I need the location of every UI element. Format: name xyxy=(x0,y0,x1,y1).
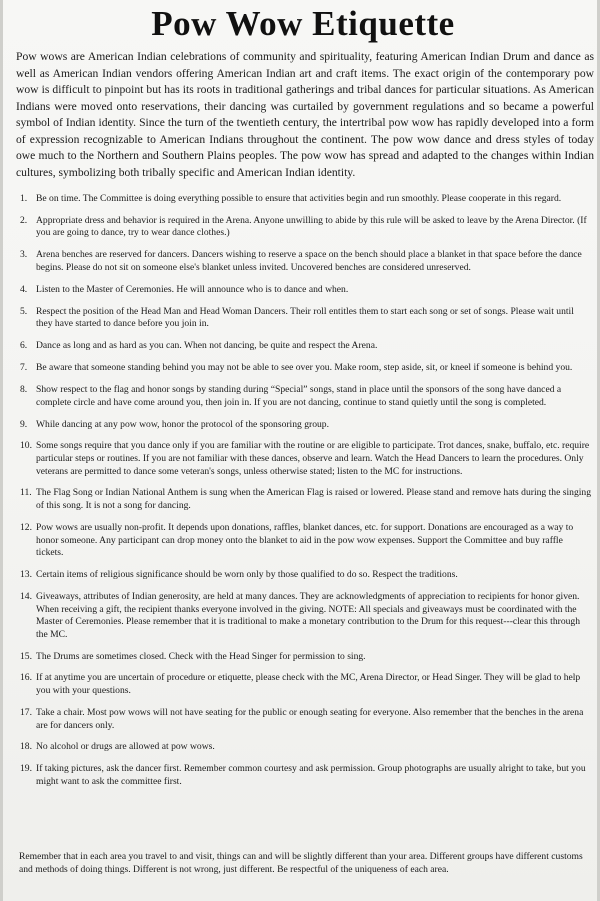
rule-number: 13. xyxy=(20,569,32,581)
rule-number: 2. xyxy=(20,214,28,226)
rules-list xyxy=(20,193,592,798)
rule-text: If taking pictures, ask the dancer first. Remember common courtesy and ask permission. Group photographs are usually alright to take, but you might want to ask the committee first. xyxy=(36,763,586,787)
rule-number: 19. xyxy=(20,763,32,775)
rule-number: 15. xyxy=(20,650,32,662)
rule-item xyxy=(20,440,592,478)
rule-item xyxy=(20,741,592,754)
rule-item xyxy=(20,384,592,409)
rule-text: Arena benches are reserved for dancers. Dancers wishing to reserve a space on the bench should place a blanket in that space before the dance begins. Please do not sit on someone else's blanket unless invited. Uncovered benches are considered unreserved. xyxy=(36,249,582,273)
rule-item xyxy=(20,707,592,732)
rule-item xyxy=(20,763,592,788)
rule-text: The Drums are sometimes closed. Check with the Head Singer for permission to sing. xyxy=(36,650,366,662)
rule-item xyxy=(20,249,592,274)
rule-item xyxy=(20,591,592,641)
rule-number: 11. xyxy=(20,487,32,499)
rule-item xyxy=(20,215,592,240)
rule-item xyxy=(20,362,592,375)
rule-number: 9. xyxy=(20,418,28,430)
rule-text: Respect the position of the Head Man and Head Woman Dancers. Their roll entitles them to start each song or set of songs. Please wait until they have started to dance before you join in. xyxy=(36,305,574,330)
closing-paragraph: Remember that in each area you travel to and visit, things can and will be slightly different than your area. Different groups have different customs and methods of doing things. Different is not wrong, just different. Be respectful of the uniqueness of each area. xyxy=(19,851,583,875)
rule-text: Be on time. The Committee is doing everything possible to ensure that activities begin and run smoothly. Please cooperate in this regard. xyxy=(36,193,562,204)
rule-text: Dance as long and as hard as you can. When not dancing, be quite and respect the Arena. xyxy=(36,340,378,352)
rule-text: No alcohol or drugs are allowed at pow wows. xyxy=(36,741,215,753)
rule-item xyxy=(20,569,592,582)
rule-number: 12. xyxy=(20,521,32,533)
rule-text: Pow wows are usually non-profit. It depends upon donations, raffles, blanket dances, etc. for support. Donations are encouraged as a way to honor someone. Any participant can drop money onto the blanket to aid in the pow wow expenses. Support the Committee and buy raffle tickets. xyxy=(36,521,574,559)
rule-text: The Flag Song or Indian National Anthem is sung when the American Flag is raised or lowered. Please stand and remove hats during the singing of this song. It is not a song for dancing. xyxy=(36,487,591,512)
rule-item xyxy=(20,651,592,664)
rule-number: 17. xyxy=(20,706,32,718)
rule-number: 5. xyxy=(20,305,28,317)
rule-text: Certain items of religious significance should be worn only by those qualified to do so. Respect the traditions. xyxy=(36,569,458,581)
rule-number: 6. xyxy=(20,340,28,352)
rule-number: 7. xyxy=(20,362,28,374)
rule-item xyxy=(20,672,592,697)
rule-text: Take a chair. Most pow wows will not have seating for the public or enough seating for everyone. Also remember that the benches in the arena are for dancers only. xyxy=(36,706,584,731)
rule-text: Show respect to the flag and honor songs by standing during “Special” songs, stand in place until the sponsors of the song have danced a complete circle and have come around you, then join in. If you are not dancing, continue to stand quietly until the song is completed. xyxy=(36,384,562,408)
rule-item xyxy=(20,284,592,297)
rule-number: 16. xyxy=(20,672,32,684)
intro-paragraph: Pow wows are American Indian celebrations of community and spirituality, featuring American Indian Drum and dance as well as American Indian vendors offering American Indian art and craft items. The exact origin of the contemporary pow wow is difficult to pinpoint but has its roots in traditional gatherings and tribal dances for particular situations. As American Indians were moved onto reservations, their dancing was curtailed by government regulations and so became a powerful symbol of Indian identity. Since the turn of the twentieth century, the intertribal pow wow has rapidly developed into a form of expression recognizable to American Indians throughout the continent. The pow wow dance and dress styles of today owe much to the Northern and Southern Plains peoples. The pow wow has spread and adapted to the changes within Indian cultures, symbolizing both tribally specific and American Indian identity. xyxy=(16,50,594,179)
rule-item xyxy=(20,306,592,331)
page-title: Pow Wow Etiquette xyxy=(151,4,455,43)
rule-item xyxy=(20,522,592,560)
rule-text: Listen to the Master of Ceremonies. He will announce who is to dance and when. xyxy=(36,283,349,295)
rule-text: Giveaways, attributes of Indian generosity, are held at many dances. They are acknowledgments of appreciation to recipients for honor given. When receiving a gift, the recipient thanks everyone involved in the giving. NOTE: All specials and giveaways must be coordinated with the Master of Ceremonies. Please remember that it is traditional to make a monetary contribution to the Drum for this request---clear this through the MC. xyxy=(36,590,581,640)
rule-text: While dancing at any pow wow, honor the protocol of the sponsoring group. xyxy=(36,418,329,430)
rule-number: 14. xyxy=(20,590,32,602)
rule-item xyxy=(20,193,592,206)
rule-number: 10. xyxy=(20,440,32,452)
rule-number: 8. xyxy=(20,384,28,396)
rule-number: 4. xyxy=(20,283,28,295)
rule-text: If at anytime you are uncertain of procedure or etiquette, please check with the MC, Arena Director, or Head Singer. They will be glad to help you with your questions. xyxy=(36,672,581,697)
rule-item xyxy=(20,419,592,432)
rule-item xyxy=(20,487,592,512)
rule-text: Appropriate dress and behavior is required in the Arena. Anyone unwilling to abide by this rule will be asked to leave by the Arena Director. (If you are going to dance, try to wear dance clothes.) xyxy=(36,214,587,239)
rule-item xyxy=(20,340,592,353)
rule-number: 3. xyxy=(20,249,28,261)
rule-number: 18. xyxy=(20,741,32,753)
rule-text: Be aware that someone standing behind you may not be able to see over you. Make room, step aside, sit, or kneel if someone is behind you. xyxy=(36,362,573,374)
rule-text: Some songs require that you dance only if you are familiar with the routine or are eligible to participate. Trot dances, snake, buffalo, etc. require particular steps or routines. If you are not familiar with these dances, observe and learn. Watch the Head Dancers to learn the procedures. Only veterans are permitted to dance some veteran's songs, unless otherwise stated; listen to the MC for instructions. xyxy=(36,440,590,477)
rule-number: 1. xyxy=(20,193,28,204)
